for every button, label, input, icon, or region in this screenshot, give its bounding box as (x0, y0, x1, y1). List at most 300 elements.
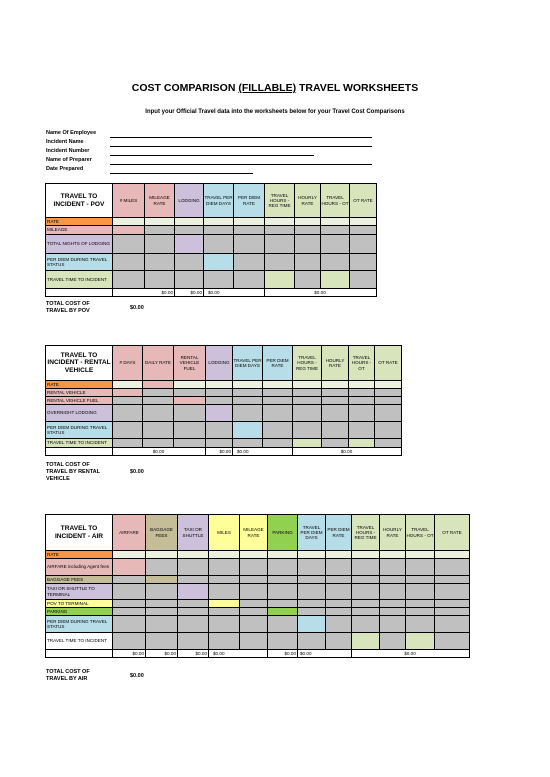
cell-input[interactable] (178, 584, 209, 600)
cell (349, 397, 375, 405)
cell (268, 633, 298, 650)
incident-number-field (46, 148, 336, 157)
header-per-diem-rate: PER DIEM RATE (234, 184, 265, 218)
cell (234, 271, 265, 289)
cell (375, 422, 402, 439)
header-reg-time: TRAVEL HOURS - REG TIME (352, 515, 380, 551)
cell-input[interactable] (352, 551, 380, 559)
cell (352, 616, 380, 633)
date-prepared-field (46, 166, 336, 175)
row-label: POV TO TERMINAL (46, 600, 113, 608)
cell (435, 584, 470, 600)
cell (349, 389, 375, 397)
cell-input[interactable] (204, 218, 234, 226)
field-label: Date Prepared (46, 166, 84, 172)
cell-input[interactable] (175, 218, 204, 226)
cell-input[interactable] (113, 389, 143, 397)
cell (145, 235, 175, 254)
cell-input[interactable] (113, 218, 145, 226)
pov-title: TRAVEL TO INCIDENT - POV (46, 184, 113, 218)
cell-input[interactable] (321, 218, 350, 226)
cell (143, 439, 174, 448)
cell-input[interactable] (233, 381, 263, 389)
row-label: PER DIEM DURING TRAVEL STATUS (46, 254, 113, 271)
row-label: PER DIEM DURING TRAVEL STATUS (46, 422, 113, 439)
cell (206, 422, 233, 439)
header-per-diem-days: TRAVEL PER DIEM DAYS (233, 346, 263, 381)
cell (263, 397, 293, 405)
cell (209, 559, 240, 576)
total-travel-time: $0.00 (293, 448, 402, 456)
cell (146, 608, 178, 616)
cell-input[interactable] (435, 551, 470, 559)
row-label: RATE (46, 381, 113, 389)
cell (268, 616, 298, 633)
cell (295, 235, 321, 254)
cell (113, 235, 145, 254)
air-title: TRAVEL TO INCIDENT - AIR (46, 515, 113, 551)
cell (321, 254, 350, 271)
cell (326, 584, 352, 600)
cell-input[interactable] (293, 381, 322, 389)
header-days: # DAYS (113, 346, 143, 381)
header-ot-hours: TRAVEL HOURS - OT (349, 346, 375, 381)
cell (375, 405, 402, 422)
cell (326, 576, 352, 584)
header-parking: PARKING (268, 515, 298, 551)
total-pov-terminal: $0.00 (209, 650, 268, 658)
cell-input[interactable] (298, 551, 326, 559)
cell-input[interactable] (233, 422, 263, 439)
cell-input[interactable] (175, 235, 204, 254)
cell-input[interactable] (295, 218, 321, 226)
cell (206, 439, 233, 448)
header-taxi-shuttle: TAXI OR SHUTTLE (178, 515, 209, 551)
cell (295, 254, 321, 271)
cell (352, 576, 380, 584)
cell (113, 633, 146, 650)
cell (204, 226, 234, 235)
cell (406, 616, 435, 633)
cell (321, 226, 350, 235)
total-travel-time: $0.00 (352, 650, 470, 658)
cell (322, 397, 349, 405)
cell (113, 439, 143, 448)
total-per-diem: $0.00 (298, 650, 352, 658)
cell (349, 422, 375, 439)
cell-input[interactable] (268, 551, 298, 559)
employee-name-field (46, 130, 336, 139)
cell-input[interactable] (113, 559, 146, 576)
cell (263, 389, 293, 397)
cell (178, 633, 209, 650)
cell (380, 600, 406, 608)
cell (113, 397, 143, 405)
header-rental-fuel: RENTAL VEHICLE FUEL (174, 346, 206, 381)
cell (322, 405, 349, 422)
cell-input[interactable] (263, 381, 293, 389)
cell-input[interactable] (113, 551, 146, 559)
rental-total-label: TOTAL COST OF TRAVEL BY RENTAL VEHICLE (46, 462, 100, 482)
cell (175, 254, 204, 271)
incident-number-input[interactable] (110, 155, 314, 156)
cell (380, 633, 406, 650)
cell-input[interactable] (206, 381, 233, 389)
cell (113, 422, 143, 439)
rental-title: TRAVEL TO INCIDENT - RENTAL VEHICLE (46, 346, 113, 381)
cell (298, 584, 326, 600)
cell (46, 289, 113, 297)
cell (375, 439, 402, 448)
cell-input[interactable] (178, 551, 209, 559)
cell (406, 584, 435, 600)
row-label: TRAVEL TIME TO INCIDENT (46, 271, 113, 289)
field-label: Incident Number (46, 148, 90, 154)
cell-input[interactable] (113, 226, 145, 235)
row-label: RATE (46, 551, 113, 559)
cell (321, 235, 350, 254)
cell (298, 608, 326, 616)
row-label: RATE (46, 218, 113, 226)
cell (350, 271, 377, 289)
cell (204, 235, 234, 254)
cell (265, 226, 295, 235)
cell (435, 608, 470, 616)
cell (322, 422, 349, 439)
row-label: RENTAL VEHICLE (46, 389, 113, 397)
cell (350, 226, 377, 235)
cell (146, 616, 178, 633)
cell (145, 254, 175, 271)
header-baggage-fees: BAGGAGE FEES (146, 515, 178, 551)
pov-worksheet (45, 183, 377, 297)
cell (240, 559, 268, 576)
total-lodging: $0.00 (206, 448, 233, 456)
header-ot-rate: OT RATE (375, 346, 402, 381)
preparer-name-input[interactable] (110, 164, 372, 165)
cell (46, 448, 113, 456)
date-prepared-input[interactable] (110, 173, 253, 174)
row-label: TAXI OR SHUTTLE TO TERMINAL (46, 584, 113, 600)
cell (322, 389, 349, 397)
row-label: OVERNIGHT LODGING (46, 405, 113, 422)
header-per-diem-days: TRAVEL PER DIEM DAYS (298, 515, 326, 551)
cell (435, 559, 470, 576)
cell (265, 235, 295, 254)
cell (143, 389, 174, 397)
cell (209, 633, 240, 650)
cell (435, 600, 470, 608)
incident-name-field (46, 139, 336, 148)
total-rental: $0.00 (113, 448, 206, 456)
total-baggage: $0.00 (146, 650, 178, 658)
cell (145, 271, 175, 289)
cell (174, 389, 206, 397)
cell (322, 439, 349, 448)
cell (435, 576, 470, 584)
cell (240, 584, 268, 600)
cell (206, 397, 233, 405)
cell-input[interactable] (352, 633, 380, 650)
total-mileage: $0.00 (113, 289, 175, 297)
cell (435, 633, 470, 650)
cell-input[interactable] (293, 439, 322, 448)
pov-total-label: TOTAL COST OF TRAVEL BY POV (46, 301, 90, 314)
cell (146, 633, 178, 650)
cell (435, 616, 470, 633)
cell (298, 600, 326, 608)
cell (380, 584, 406, 600)
field-label: Name of Preparer (46, 157, 92, 163)
pov-total-value: $0.00 (130, 305, 144, 311)
header-hourly-rate: HOURLY RATE (295, 184, 321, 218)
cell-input[interactable] (145, 218, 175, 226)
cell (113, 254, 145, 271)
cell (178, 616, 209, 633)
fillable-link[interactable]: (FILLABLE) (238, 82, 297, 94)
cell (143, 405, 174, 422)
cell (234, 235, 265, 254)
total-taxi: $0.00 (178, 650, 209, 658)
cell (326, 608, 352, 616)
header-hourly-rate: HOURLY RATE (322, 346, 349, 381)
cell (234, 226, 265, 235)
row-label: TOTAL NIGHTS OF LODGING (46, 235, 113, 254)
total-per-diem: $0.00 (204, 289, 265, 297)
header-ot-rate: OT RATE (350, 184, 377, 218)
row-label: MILEAGE (46, 226, 113, 235)
header-reg-time: TRAVEL HOURS - REG TIME (293, 346, 322, 381)
cell (326, 600, 352, 608)
cell (263, 439, 293, 448)
cell-input[interactable] (406, 551, 435, 559)
cell (113, 616, 146, 633)
cell-input[interactable] (265, 218, 295, 226)
cell-input[interactable] (322, 381, 349, 389)
cell (146, 559, 178, 576)
cell-input[interactable] (321, 271, 350, 289)
cell (293, 422, 322, 439)
preparer-name-field (46, 157, 336, 166)
cell (143, 422, 174, 439)
cell-input[interactable] (240, 551, 268, 559)
total-travel-time: $0.00 (265, 289, 377, 297)
cell (209, 584, 240, 600)
cell (406, 576, 435, 584)
header-per-diem-rate: PER DIEM RATE (263, 346, 293, 381)
cell (113, 608, 146, 616)
cell (113, 271, 145, 289)
cell-input[interactable] (406, 633, 435, 650)
field-label: Name Of Employee (46, 130, 97, 136)
cell (46, 650, 113, 658)
header-daily-rate: DAILY RATE (143, 346, 174, 381)
row-label: TRAVEL TIME TO INCIDENT (46, 439, 113, 448)
page-subtitle: Input your Official Travel data into the worksheets below for your Travel Cost Comparisons (145, 109, 405, 115)
cell (380, 608, 406, 616)
header-ot-rate: OT RATE (435, 515, 470, 551)
cell (178, 608, 209, 616)
cell (209, 576, 240, 584)
cell-input[interactable] (209, 551, 240, 559)
cell-input[interactable] (206, 405, 233, 422)
header-hourly-rate: HOURLY RATE (380, 515, 406, 551)
cell (352, 608, 380, 616)
cell (240, 616, 268, 633)
header-lodging: LODGING (175, 184, 204, 218)
cell (268, 584, 298, 600)
cell-input[interactable] (326, 551, 352, 559)
cell (175, 226, 204, 235)
cell-input[interactable] (174, 381, 206, 389)
cell (178, 600, 209, 608)
header-per-diem-days: TRAVEL PER DIEM DAYS (204, 184, 234, 218)
cell (326, 616, 352, 633)
cell-input[interactable] (298, 616, 326, 633)
cell (293, 389, 322, 397)
cell (375, 397, 402, 405)
cell (406, 600, 435, 608)
cell-input[interactable] (350, 218, 377, 226)
cell (233, 405, 263, 422)
cell (209, 608, 240, 616)
header-mileage-rate: MILEAGE RATE (240, 515, 268, 551)
cell (268, 559, 298, 576)
cell (113, 600, 146, 608)
cell (178, 576, 209, 584)
row-label: TRAVEL TIME TO INCIDENT (46, 633, 113, 650)
cell-input[interactable] (375, 381, 402, 389)
total-airfare: $0.00 (113, 650, 146, 658)
cell-input[interactable] (209, 600, 240, 608)
cell (263, 422, 293, 439)
employee-info-fields (46, 130, 336, 175)
cell (145, 226, 175, 235)
row-label: AIRFARE including Agent fees (46, 559, 113, 576)
cell (293, 397, 322, 405)
cell (113, 405, 143, 422)
cell (113, 584, 146, 600)
cell-input[interactable] (265, 271, 295, 289)
row-label: BAGGAGE FEES (46, 576, 113, 584)
cell-input[interactable] (268, 608, 298, 616)
cell (204, 271, 234, 289)
header-lodging: LODGING (206, 346, 233, 381)
cell (240, 608, 268, 616)
rental-worksheet (45, 345, 402, 456)
cell (293, 405, 322, 422)
cell (380, 559, 406, 576)
header-miles: # MILES (113, 184, 145, 218)
cell (265, 254, 295, 271)
cell-input[interactable] (146, 551, 178, 559)
header-per-diem-rate: PER DIEM RATE (326, 515, 352, 551)
cell-input[interactable] (204, 254, 234, 271)
cell-input[interactable] (380, 551, 406, 559)
rental-total-value: $0.00 (130, 469, 144, 475)
air-total-value: $0.00 (130, 673, 144, 679)
air-worksheet (45, 514, 470, 658)
cell-input[interactable] (113, 381, 143, 389)
page-title: COST COMPARISON (FILLABLE) TRAVEL WORKSHEETS (131, 82, 419, 94)
cell-input[interactable] (349, 439, 375, 448)
cell (298, 633, 326, 650)
cell (326, 559, 352, 576)
cell (268, 600, 298, 608)
cell (240, 600, 268, 608)
cell (240, 576, 268, 584)
cell (326, 633, 352, 650)
total-parking: $0.00 (268, 650, 298, 658)
cell (352, 600, 380, 608)
cell (352, 584, 380, 600)
cell (380, 576, 406, 584)
cell (233, 389, 263, 397)
cell (295, 226, 321, 235)
incident-name-input[interactable] (110, 146, 372, 147)
cell (174, 439, 206, 448)
cell (298, 576, 326, 584)
cell (143, 397, 174, 405)
cell (349, 405, 375, 422)
header-ot-hours: TRAVEL HOURS - OT (406, 515, 435, 551)
cell (380, 616, 406, 633)
cell-input[interactable] (174, 397, 206, 405)
cell (113, 576, 146, 584)
cell (174, 422, 206, 439)
total-per-diem: $0.00 (233, 448, 293, 456)
cell (406, 608, 435, 616)
cell-input[interactable] (146, 576, 178, 584)
cell-input[interactable] (143, 381, 174, 389)
cell (268, 576, 298, 584)
total-lodging: $0.00 (175, 289, 204, 297)
field-label: Incident Name (46, 139, 84, 145)
cell (234, 254, 265, 271)
cell-input[interactable] (349, 381, 375, 389)
cell (174, 405, 206, 422)
employee-name-input[interactable] (110, 137, 372, 138)
cell (233, 397, 263, 405)
cell (146, 584, 178, 600)
air-total-label: TOTAL COST OF TRAVEL BY AIR (46, 669, 90, 682)
cell (175, 271, 204, 289)
header-ot-hours: TRAVEL HOURS - OT (321, 184, 350, 218)
row-label: RENTAL VEHICLE FUEL (46, 397, 113, 405)
cell (233, 439, 263, 448)
cell-input[interactable] (234, 218, 265, 226)
cell (350, 235, 377, 254)
cell (375, 389, 402, 397)
header-miles: MILES (209, 515, 240, 551)
header-airfare: AIRFARE (113, 515, 146, 551)
cell (263, 405, 293, 422)
cell (295, 271, 321, 289)
header-mileage-rate: MILEAGE RATE (145, 184, 175, 218)
cell (209, 616, 240, 633)
cell (298, 559, 326, 576)
cell (352, 559, 380, 576)
cell (350, 254, 377, 271)
cell (178, 559, 209, 576)
row-label: PARKING (46, 608, 113, 616)
cell (406, 559, 435, 576)
header-reg-time: TRAVEL HOURS - REG TIME (265, 184, 295, 218)
row-label: PER DIEM DURING TRAVEL STATUS (46, 616, 113, 633)
cell (146, 600, 178, 608)
cell (240, 633, 268, 650)
cell (206, 389, 233, 397)
